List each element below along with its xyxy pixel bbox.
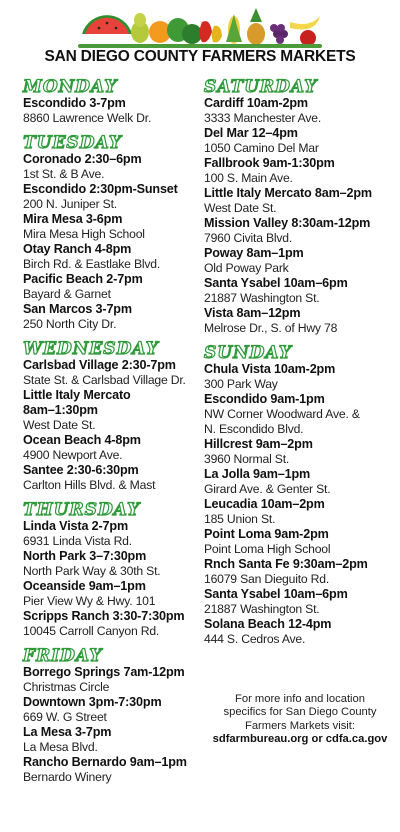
market-address: 21887 Washington St. bbox=[204, 602, 320, 616]
market-entry bbox=[204, 527, 396, 557]
day-section-wednesday bbox=[23, 340, 201, 493]
market-name: Linda Vista 2-7pm bbox=[23, 519, 128, 533]
market-address: 1st St. & B Ave. bbox=[23, 167, 105, 181]
day-heading: WEDNESDAY bbox=[23, 339, 159, 359]
market-name: Solana Beach 12-4pm bbox=[204, 617, 332, 631]
market-address: NW Corner Woodward Ave. & bbox=[204, 407, 360, 421]
market-name: Oceanside 9am–1pm bbox=[23, 579, 146, 593]
market-name: 8am–1:30pm bbox=[23, 403, 98, 417]
market-address: Pier View Wy & Hwy. 101 bbox=[23, 594, 156, 608]
market-address: 6931 Linda Vista Rd. bbox=[23, 534, 132, 548]
market-address: La Mesa Blvd. bbox=[23, 740, 98, 754]
market-address: Point Loma High School bbox=[204, 542, 331, 556]
market-name: Poway 8am–1pm bbox=[204, 246, 304, 260]
market-name: Escondido 9am-1pm bbox=[204, 392, 325, 406]
market-address: North Park Way & 30th St. bbox=[23, 564, 161, 578]
market-entry bbox=[204, 306, 396, 336]
market-name: Del Mar 12–4pm bbox=[204, 126, 298, 140]
market-entry bbox=[23, 302, 201, 332]
market-entry bbox=[204, 186, 396, 216]
market-entry bbox=[23, 433, 201, 463]
market-address: Carlton Hills Blvd. & Mast bbox=[23, 478, 156, 492]
footer-links: sdfarmbureau.org or cdfa.ca.gov bbox=[212, 733, 388, 746]
market-name: La Jolla 9am–1pm bbox=[204, 467, 311, 481]
market-entry bbox=[23, 212, 201, 242]
market-name: San Marcos 3-7pm bbox=[23, 302, 132, 316]
market-entry bbox=[204, 497, 396, 527]
market-entry bbox=[23, 182, 201, 212]
market-entry bbox=[204, 246, 396, 276]
left-column bbox=[23, 78, 201, 785]
market-entry bbox=[204, 557, 396, 587]
header-banner bbox=[0, 0, 400, 70]
market-name: Mira Mesa 3-6pm bbox=[23, 212, 123, 226]
market-name: Escondido 3-7pm bbox=[23, 96, 126, 110]
market-address: 16079 San Dieguito Rd. bbox=[204, 572, 330, 586]
market-address: Christmas Circle bbox=[23, 680, 110, 694]
market-name: Scripps Ranch 3:30-7:30pm bbox=[23, 609, 185, 623]
market-address: State St. & Carlsbad Village Dr. bbox=[23, 373, 186, 387]
market-name: Carlsbad Village 2:30-7pm bbox=[23, 358, 176, 372]
market-address: Bayard & Garnet bbox=[23, 287, 111, 301]
market-address: 3960 Normal St. bbox=[204, 452, 290, 466]
market-entry bbox=[204, 362, 396, 392]
day-section-thursday bbox=[23, 501, 201, 639]
right-column bbox=[204, 78, 396, 647]
market-entry bbox=[204, 467, 396, 497]
market-address: 100 S. Main Ave. bbox=[204, 171, 293, 185]
market-address: N. Escondido Blvd. bbox=[204, 422, 304, 436]
market-entry bbox=[23, 96, 201, 126]
market-address: Birch Rd. & Eastlake Blvd. bbox=[23, 257, 161, 271]
market-name: North Park 3–7:30pm bbox=[23, 549, 147, 563]
day-section-monday bbox=[23, 78, 201, 126]
page-title: SAN DIEGO COUNTY FARMERS MARKETS bbox=[44, 48, 356, 65]
market-entry bbox=[204, 437, 396, 467]
market-address: 250 North City Dr. bbox=[23, 317, 117, 331]
market-name: Pacific Beach 2-7pm bbox=[23, 272, 143, 286]
footer-line: specifics for San Diego County bbox=[223, 706, 377, 719]
fruit-vegetable-illustration bbox=[74, 4, 326, 50]
market-name: Borrego Springs 7am-12pm bbox=[23, 665, 185, 679]
market-name: Otay Ranch 4-8pm bbox=[23, 242, 132, 256]
day-heading: TUESDAY bbox=[23, 133, 122, 153]
market-name: Santa Ysabel 10am–6pm bbox=[204, 587, 348, 601]
market-address: 7960 Civita Blvd. bbox=[204, 231, 293, 245]
day-section-saturday bbox=[204, 78, 396, 336]
market-address: West Date St. bbox=[204, 201, 277, 215]
market-address: 10045 Carroll Canyon Rd. bbox=[23, 624, 160, 638]
market-address: Mira Mesa High School bbox=[23, 227, 145, 241]
market-name: Mission Valley 8:30am-12pm bbox=[204, 216, 371, 230]
market-entry bbox=[23, 549, 201, 579]
market-address: West Date St. bbox=[23, 418, 96, 432]
market-name: Leucadia 10am–2pm bbox=[204, 497, 325, 511]
market-entry bbox=[23, 519, 201, 549]
market-entry bbox=[23, 388, 201, 403]
market-entry bbox=[23, 609, 201, 639]
market-entry bbox=[23, 579, 201, 609]
market-address: 4900 Newport Ave. bbox=[23, 448, 123, 462]
market-address: 444 S. Cedros Ave. bbox=[204, 632, 306, 646]
market-name: Chula Vista 10am-2pm bbox=[204, 362, 336, 376]
market-entry bbox=[204, 96, 396, 126]
day-heading: FRIDAY bbox=[23, 646, 103, 666]
footer-line: Farmers Markets visit: bbox=[244, 719, 356, 732]
market-entry bbox=[23, 403, 201, 433]
market-entry bbox=[204, 587, 396, 617]
market-address: Melrose Dr., S. of Hwy 78 bbox=[204, 321, 338, 335]
market-name: Vista 8am–12pm bbox=[204, 306, 301, 320]
market-address: Girard Ave. & Genter St. bbox=[204, 482, 331, 496]
market-address: 8860 Lawrence Welk Dr. bbox=[23, 111, 152, 125]
market-name: Rancho Bernardo 9am–1pm bbox=[23, 755, 187, 769]
day-heading: MONDAY bbox=[23, 77, 118, 97]
market-name: Escondido 2:30pm-Sunset bbox=[23, 182, 178, 196]
market-name: Point Loma 9am-2pm bbox=[204, 527, 329, 541]
day-section-sunday bbox=[204, 344, 396, 647]
market-address: 1050 Camino Del Mar bbox=[204, 141, 319, 155]
day-heading: SATURDAY bbox=[204, 77, 318, 97]
market-entry bbox=[23, 463, 201, 493]
market-name: Downtown 3pm-7:30pm bbox=[23, 695, 162, 709]
market-name: Santa Ysabel 10am–6pm bbox=[204, 276, 348, 290]
market-name: Ocean Beach 4-8pm bbox=[23, 433, 141, 447]
market-name: Hillcrest 9am–2pm bbox=[204, 437, 313, 451]
market-address: 21887 Washington St. bbox=[204, 291, 320, 305]
day-heading: SUNDAY bbox=[204, 343, 292, 363]
market-name: Cardiff 10am-2pm bbox=[204, 96, 308, 110]
market-entry bbox=[204, 276, 396, 306]
market-address: Old Poway Park bbox=[204, 261, 289, 275]
info-footer bbox=[204, 693, 396, 747]
market-name: Fallbrook 9am-1:30pm bbox=[204, 156, 335, 170]
market-address: 200 N. Juniper St. bbox=[23, 197, 117, 211]
market-entry bbox=[23, 272, 201, 302]
market-address: 300 Park Way bbox=[204, 377, 278, 391]
market-name: Coronado 2:30–6pm bbox=[23, 152, 142, 166]
market-entry bbox=[23, 695, 201, 725]
market-entry bbox=[204, 392, 396, 422]
market-entry bbox=[204, 617, 396, 647]
market-name: Little Italy Mercato bbox=[23, 388, 131, 402]
day-section-friday bbox=[23, 647, 201, 785]
market-entry bbox=[23, 665, 201, 695]
market-entry bbox=[23, 755, 201, 785]
market-address: Bernardo Winery bbox=[23, 770, 112, 784]
market-address: 185 Union St. bbox=[204, 512, 276, 526]
footer-line: For more info and location bbox=[235, 693, 365, 705]
market-address: 669 W. G Street bbox=[23, 710, 107, 724]
market-entry bbox=[204, 156, 396, 186]
day-section-tuesday bbox=[23, 134, 201, 332]
market-name: Santee 2:30-6:30pm bbox=[23, 463, 139, 477]
market-entry bbox=[23, 725, 201, 755]
market-name: La Mesa 3-7pm bbox=[23, 725, 112, 739]
market-entry bbox=[23, 358, 201, 388]
market-entry bbox=[204, 422, 396, 437]
market-entry bbox=[204, 126, 396, 156]
market-name: Rnch Santa Fe 9:30am–2pm bbox=[204, 557, 368, 571]
market-address: 3333 Manchester Ave. bbox=[204, 111, 322, 125]
market-entry bbox=[204, 216, 396, 246]
market-entry bbox=[23, 152, 201, 182]
day-heading: THURSDAY bbox=[23, 500, 141, 520]
market-name: Little Italy Mercato 8am–2pm bbox=[204, 186, 372, 200]
market-entry bbox=[23, 242, 201, 272]
